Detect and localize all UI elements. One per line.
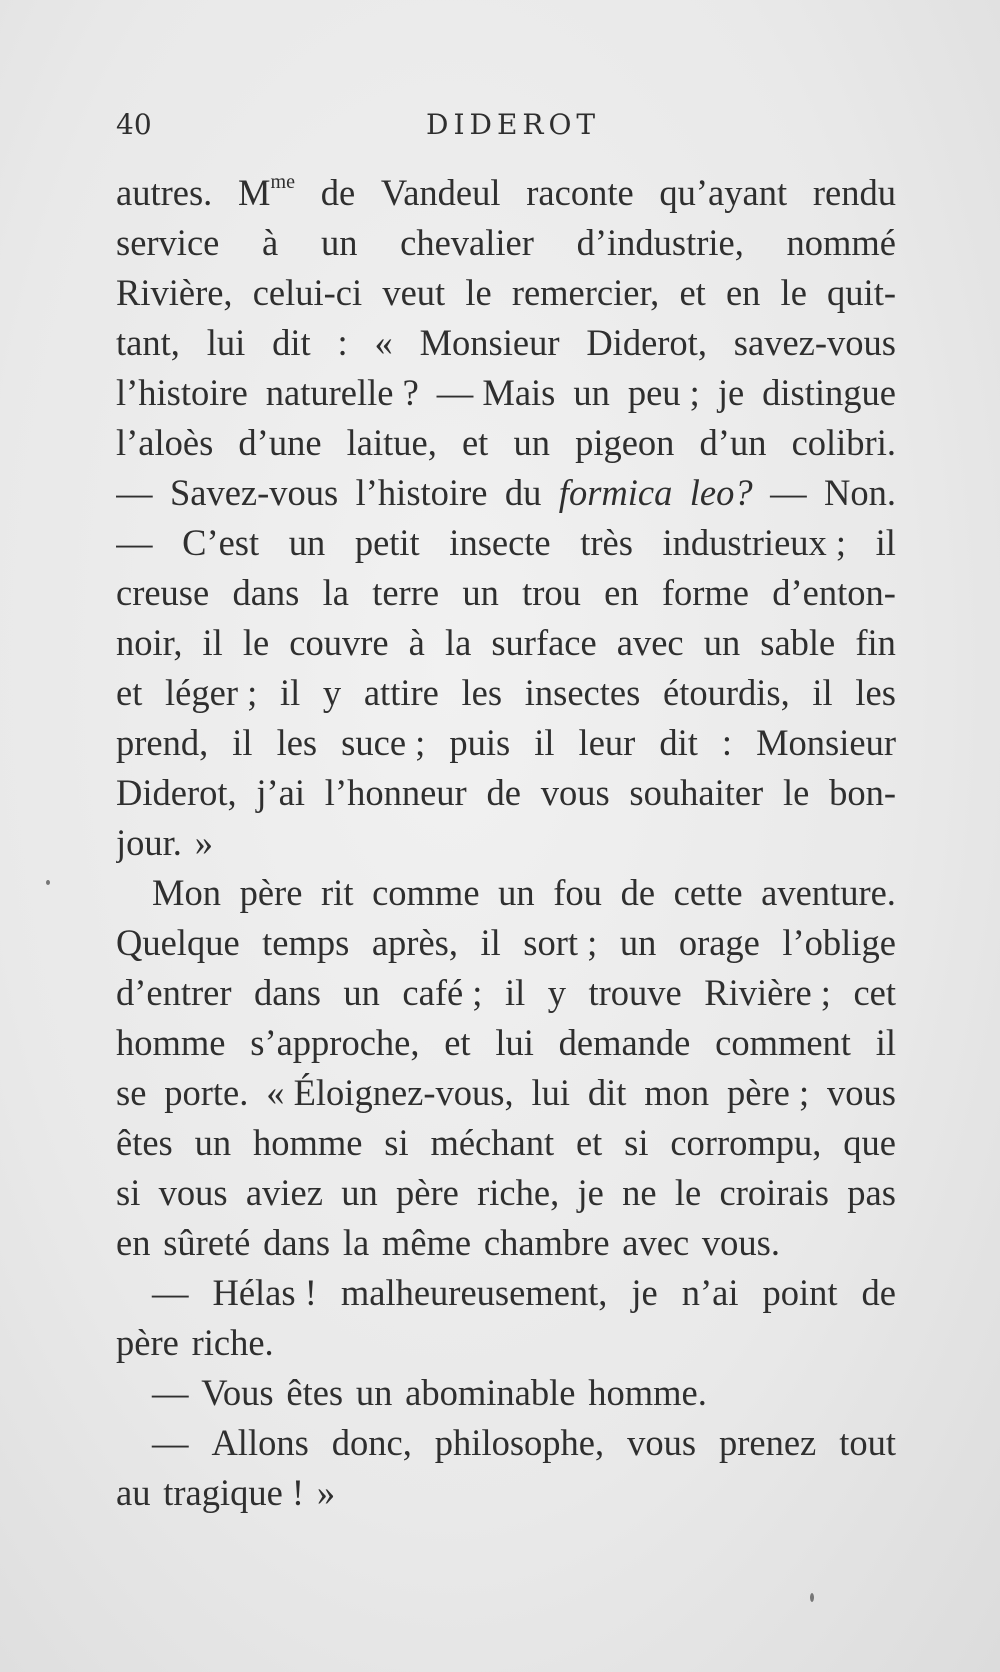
- word: de: [861, 1272, 896, 1313]
- word: «: [374, 322, 393, 363]
- word: café ;: [402, 972, 483, 1013]
- word: un: [194, 1122, 232, 1163]
- word: Vous: [201, 1372, 274, 1413]
- word: un: [320, 222, 358, 263]
- text-line: [116, 1318, 896, 1368]
- word: s’approche,: [250, 1022, 420, 1063]
- word: donc,: [331, 1422, 412, 1463]
- word: corrompu,: [670, 1122, 822, 1163]
- word: père: [396, 1172, 459, 1213]
- word: vous: [826, 1072, 896, 1113]
- word: d’un: [699, 422, 767, 463]
- word: avec: [622, 1222, 690, 1263]
- word: sort ;: [523, 922, 598, 963]
- word: un: [355, 1372, 393, 1413]
- word: cette: [673, 872, 743, 913]
- text-line: [116, 768, 896, 818]
- text-line: [116, 518, 896, 568]
- word: remercier,: [511, 272, 660, 313]
- word: dans: [254, 972, 321, 1013]
- word: êtes: [286, 1372, 344, 1413]
- word: point: [762, 1272, 838, 1313]
- word: —: [152, 1372, 189, 1413]
- word: léger ;: [165, 672, 258, 713]
- word: père: [239, 872, 303, 913]
- word: étourdis,: [663, 672, 790, 713]
- word: croirais: [719, 1172, 829, 1213]
- text-line: [116, 318, 896, 368]
- word: veut: [382, 272, 446, 313]
- word: le: [780, 272, 807, 313]
- word: lui: [531, 1072, 570, 1113]
- word: dans: [232, 572, 300, 613]
- word: d’industrie,: [576, 222, 744, 263]
- word: leur: [578, 722, 636, 763]
- word: l’honneur: [324, 772, 467, 813]
- word: et: [679, 272, 706, 313]
- word: rit: [321, 872, 354, 913]
- word: qu’ayant: [659, 172, 788, 213]
- word: avec: [616, 622, 684, 663]
- word: tragique !: [163, 1472, 305, 1513]
- word: chevalier: [400, 222, 534, 263]
- word: laitue,: [346, 422, 437, 463]
- word: l’aloès: [116, 422, 214, 463]
- word: —: [152, 1422, 189, 1463]
- word: surface: [491, 622, 597, 663]
- word: d’une: [238, 422, 322, 463]
- word: à: [408, 622, 425, 663]
- word: Monsieur: [419, 322, 560, 363]
- word: souhaiter: [629, 772, 764, 813]
- word: il: [534, 722, 555, 763]
- word: Diderot,: [586, 322, 707, 363]
- word: —: [770, 472, 807, 513]
- text-line: [116, 1018, 896, 1068]
- word: il: [279, 672, 301, 713]
- word: et: [116, 672, 143, 713]
- word: raconte: [526, 172, 634, 213]
- word: après,: [371, 922, 458, 963]
- word: vous: [540, 772, 610, 813]
- word: je: [717, 372, 745, 413]
- word: bon-: [829, 772, 896, 813]
- word: comment: [715, 1022, 851, 1063]
- word: prenez: [718, 1422, 817, 1463]
- word: le: [674, 1172, 702, 1213]
- text-line: [116, 618, 896, 668]
- word: en: [604, 572, 639, 613]
- word: peu ;: [627, 372, 700, 413]
- word: il: [202, 622, 223, 663]
- word: colibri.: [791, 422, 896, 463]
- word: insectes: [524, 672, 641, 713]
- text-line: [116, 1068, 896, 1118]
- word: trou: [522, 572, 581, 613]
- text-line: [116, 1118, 896, 1168]
- text-line: [116, 1368, 896, 1418]
- word: noir,: [116, 622, 183, 663]
- word: lui: [495, 1022, 534, 1063]
- text-line: [116, 1268, 896, 1318]
- word: Vandeul: [380, 172, 501, 213]
- word: Quelque: [116, 922, 240, 963]
- word: —: [116, 472, 153, 513]
- word: insecte: [449, 522, 551, 563]
- word: porte.: [164, 1072, 249, 1113]
- word: très: [580, 522, 633, 563]
- word: les: [276, 722, 318, 763]
- word: lui: [206, 322, 246, 363]
- word: attire: [363, 672, 439, 713]
- word: riche,: [477, 1172, 560, 1213]
- word: nommé: [786, 222, 896, 263]
- word: n’ai: [681, 1272, 739, 1313]
- word: vous: [627, 1422, 697, 1463]
- running-head: [116, 108, 896, 148]
- text-line: [116, 468, 896, 518]
- text-line: [116, 918, 896, 968]
- word: de: [320, 172, 356, 213]
- text-line: [116, 268, 896, 318]
- word: :: [337, 322, 348, 363]
- word: abominable: [405, 1372, 576, 1413]
- word: en: [725, 272, 761, 313]
- text-line: [116, 968, 896, 1018]
- word: sable: [760, 622, 836, 663]
- word: il: [480, 922, 501, 963]
- word: :: [721, 722, 733, 763]
- word: la: [342, 1222, 370, 1263]
- word: Hélas !: [212, 1272, 317, 1313]
- word: comme: [372, 872, 480, 913]
- word: dans: [263, 1222, 331, 1263]
- paper-speck: [46, 880, 50, 885]
- word: mon: [644, 1072, 710, 1113]
- text-line: [116, 218, 896, 268]
- word: l’oblige: [782, 922, 896, 963]
- word: orage: [678, 922, 760, 963]
- word: celui-ci: [252, 272, 363, 313]
- word: Allons: [211, 1422, 309, 1463]
- word: »: [194, 822, 213, 863]
- word: pas: [847, 1172, 896, 1213]
- word: $M^{me}$: [238, 170, 295, 213]
- word: chambre: [483, 1222, 610, 1263]
- word: il: [875, 1022, 896, 1063]
- word: en: [116, 1222, 151, 1263]
- word: Non.: [824, 472, 896, 513]
- word: cet: [853, 972, 896, 1013]
- text-line: [116, 818, 896, 868]
- superscript: me: [270, 170, 295, 193]
- word: fin: [855, 622, 896, 663]
- word: philosophe,: [434, 1422, 605, 1463]
- word: fou: [553, 872, 602, 913]
- word: homme.: [588, 1372, 707, 1413]
- word: tout: [839, 1422, 896, 1463]
- text-line: [116, 368, 896, 418]
- word: sûreté: [163, 1222, 251, 1263]
- text-line: [116, 868, 896, 918]
- word: pigeon: [575, 422, 675, 463]
- word: naturelle ?: [265, 372, 419, 413]
- word: un: [343, 972, 380, 1013]
- word: un: [498, 872, 535, 913]
- word: — Mais: [436, 372, 556, 413]
- word: temps: [262, 922, 350, 963]
- word: un: [703, 622, 741, 663]
- word: le: [782, 772, 810, 813]
- word: les: [461, 672, 503, 713]
- word: méchant: [430, 1122, 555, 1163]
- word: riche.: [191, 1322, 274, 1363]
- word: la: [322, 572, 349, 613]
- word: Savez-vous: [169, 472, 339, 513]
- word: un: [513, 422, 550, 463]
- text-line: [116, 668, 896, 718]
- word: et: [461, 422, 489, 463]
- word: Rivière,: [116, 272, 233, 313]
- text-line: [116, 1218, 896, 1268]
- word: d’enton-: [772, 572, 896, 613]
- word: leo?: [689, 472, 753, 513]
- word: même: [381, 1222, 472, 1263]
- text-line: [116, 718, 896, 768]
- word: « Éloignez-vous,: [266, 1072, 514, 1113]
- word: y: [322, 672, 342, 713]
- word: se: [116, 1072, 147, 1113]
- word: »: [316, 1472, 336, 1513]
- word: que: [843, 1122, 896, 1163]
- word: aviez: [245, 1172, 323, 1213]
- word: dit: [587, 1072, 627, 1113]
- word: un: [619, 922, 657, 963]
- word: suce ;: [341, 722, 426, 763]
- running-title: DIDEROT: [426, 108, 601, 141]
- word: si: [624, 1122, 649, 1163]
- word: formica: [558, 472, 673, 513]
- word: industrieux ;: [662, 522, 847, 563]
- word: si: [116, 1172, 141, 1213]
- paper-speck: [810, 1593, 814, 1602]
- word: il: [232, 722, 253, 763]
- word: un: [288, 522, 326, 563]
- word: rendu: [812, 172, 896, 213]
- word: aventure.: [761, 872, 896, 913]
- word: service: [116, 222, 220, 263]
- word: dit: [272, 322, 311, 363]
- word: je: [577, 1172, 604, 1213]
- word: prend,: [116, 722, 209, 763]
- page-number: 40: [116, 108, 152, 141]
- word: autres.: [116, 172, 213, 213]
- text-line: [116, 1468, 896, 1518]
- word: —: [116, 522, 153, 563]
- word: —: [152, 1272, 189, 1313]
- word: un: [341, 1172, 378, 1213]
- word: dit: [659, 722, 698, 763]
- word: de: [486, 772, 521, 813]
- word: un: [573, 372, 610, 413]
- word: il: [812, 672, 833, 713]
- word: le: [242, 622, 270, 663]
- word: y: [547, 972, 566, 1013]
- word: il: [504, 972, 526, 1013]
- word: puis: [449, 722, 511, 763]
- word: Mon: [152, 872, 221, 913]
- text-line: [116, 1418, 896, 1468]
- word: de: [620, 872, 656, 913]
- word: quit-: [827, 272, 896, 313]
- word: distingue: [762, 372, 896, 413]
- word: terre: [372, 572, 440, 613]
- word: je: [631, 1272, 658, 1313]
- word: et: [444, 1022, 471, 1063]
- word: petit: [354, 522, 420, 563]
- word: creuse: [116, 572, 210, 613]
- word: Rivière ;: [704, 972, 831, 1013]
- word: l’histoire: [116, 372, 248, 413]
- word: trouve: [588, 972, 682, 1013]
- word: un: [462, 572, 499, 613]
- word: forme: [661, 572, 749, 613]
- word: êtes: [116, 1122, 173, 1163]
- word: savez-vous: [733, 322, 896, 363]
- word: Monsieur: [756, 722, 896, 763]
- text-line: [116, 1168, 896, 1218]
- word: la: [444, 622, 472, 663]
- word: l’histoire: [355, 472, 488, 513]
- word: tant,: [116, 322, 180, 363]
- word: C’est: [182, 522, 260, 563]
- word: homme: [116, 1022, 226, 1063]
- word: couvre: [289, 622, 389, 663]
- word: père: [116, 1322, 179, 1363]
- word: et: [575, 1122, 603, 1163]
- body-text: [116, 168, 896, 1518]
- text-line: [116, 168, 896, 218]
- word: vous: [158, 1172, 228, 1213]
- word: les: [855, 672, 896, 713]
- word: si: [384, 1122, 409, 1163]
- text-line: [116, 568, 896, 618]
- word: au: [116, 1472, 151, 1513]
- word: d’entrer: [116, 972, 232, 1013]
- word: homme: [252, 1122, 363, 1163]
- word: à: [262, 222, 279, 263]
- word: ne: [622, 1172, 657, 1213]
- text-line: [116, 418, 896, 468]
- word: malheureusement,: [340, 1272, 608, 1313]
- word: Diderot,: [116, 772, 237, 813]
- word: père ;: [727, 1072, 810, 1113]
- word: j’ai: [256, 772, 306, 813]
- word: demande: [558, 1022, 691, 1063]
- word: jour.: [116, 822, 182, 863]
- word: du: [504, 472, 542, 513]
- word: le: [465, 272, 492, 313]
- word: vous.: [701, 1222, 781, 1263]
- word: il: [875, 522, 896, 563]
